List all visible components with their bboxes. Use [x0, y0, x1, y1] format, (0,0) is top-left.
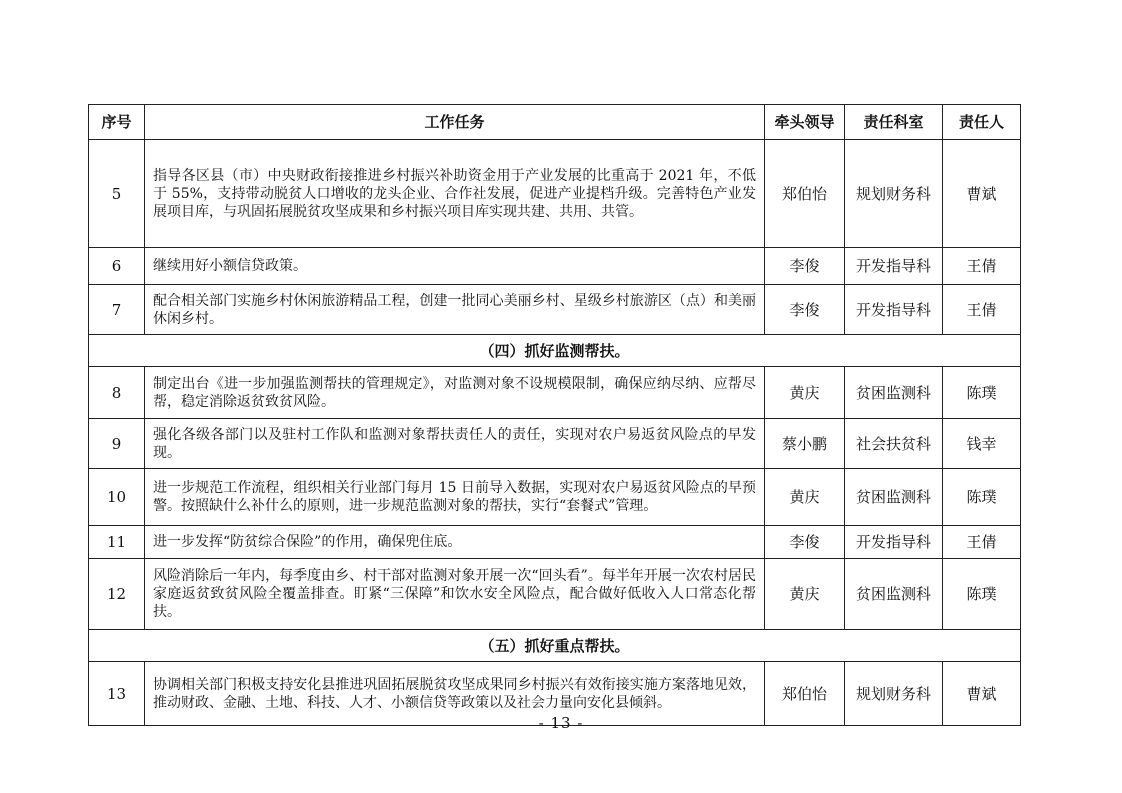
row-task: 进一步规范工作流程，组织相关行业部门每月 15 日前导入数据，实现对农户易返贫风险点的早预警。按照缺什么补什么的原则，进一步规范监测对象的帮扶，实行“套餐式”管理。: [145, 469, 765, 526]
table-row: [89, 419, 1021, 469]
row-number: 12: [89, 559, 145, 630]
row-leader: 李俊: [765, 248, 845, 285]
header-leader: 牵头领导: [765, 105, 845, 140]
row-dept: 社会扶贫科: [845, 419, 943, 469]
row-dept: 开发指导科: [845, 248, 943, 285]
task-table: [88, 104, 1021, 726]
row-dept: 贫困监测科: [845, 367, 943, 419]
row-person: 钱幸: [943, 419, 1021, 469]
row-number: 9: [89, 419, 145, 469]
row-task: 进一步发挥“防贫综合保险”的作用，确保兜住底。: [145, 526, 765, 559]
row-dept: 开发指导科: [845, 285, 943, 335]
row-person: 曹斌: [943, 140, 1021, 248]
row-person: 王倩: [943, 248, 1021, 285]
row-leader: 李俊: [765, 526, 845, 559]
section-row: [89, 335, 1021, 367]
row-task: 制定出台《进一步加强监测帮扶的管理规定》，对监测对象不设规模限制，确保应纳尽纳、应帮尽帮，稳定消除返贫致贫风险。: [145, 367, 765, 419]
table-header-row: [89, 105, 1021, 140]
row-task: 配合相关部门实施乡村休闲旅游精品工程，创建一批同心美丽乡村、星级乡村旅游区（点）和美丽休闲乡村。: [145, 285, 765, 335]
row-dept: 规划财务科: [845, 662, 943, 726]
row-number: 6: [89, 248, 145, 285]
header-no: 序号: [89, 105, 145, 140]
row-leader: 蔡小鹏: [765, 419, 845, 469]
table-row: [89, 248, 1021, 285]
row-number: 7: [89, 285, 145, 335]
section-heading-4: （四）抓好监测帮扶。: [89, 335, 1021, 367]
row-dept: 开发指导科: [845, 526, 943, 559]
row-leader: 黄庆: [765, 559, 845, 630]
row-leader: 郑伯怡: [765, 140, 845, 248]
row-number: 13: [89, 662, 145, 726]
row-person: 曹斌: [943, 662, 1021, 726]
table-row: [89, 526, 1021, 559]
table-row: [89, 559, 1021, 630]
row-task: 继续用好小额信贷政策。: [145, 248, 765, 285]
row-dept: 规划财务科: [845, 140, 943, 248]
row-number: 10: [89, 469, 145, 526]
header-task: 工作任务: [145, 105, 765, 140]
row-leader: 黄庆: [765, 367, 845, 419]
row-person: 陈璞: [943, 367, 1021, 419]
row-number: 5: [89, 140, 145, 248]
row-leader: 黄庆: [765, 469, 845, 526]
section-row: [89, 630, 1021, 662]
row-dept: 贫困监测科: [845, 469, 943, 526]
row-person: 陈璞: [943, 469, 1021, 526]
header-dept: 责任科室: [845, 105, 943, 140]
row-task: 协调相关部门积极支持安化县推进巩固拓展脱贫攻坚成果同乡村振兴有效衔接实施方案落地见效，推动财政、金融、土地、科技、人才、小额信贷等政策以及社会力量向安化县倾斜。: [145, 662, 765, 726]
row-leader: 郑伯怡: [765, 662, 845, 726]
row-dept: 贫困监测科: [845, 559, 943, 630]
row-leader: 李俊: [765, 285, 845, 335]
row-person: 王倩: [943, 285, 1021, 335]
page-number: - 13 -: [538, 714, 584, 732]
table-row: [89, 367, 1021, 419]
table-row: [89, 469, 1021, 526]
row-task: 指导各区县（市）中央财政衔接推进乡村振兴补助资金用于产业发展的比重高于 2021 年，不低于 55%，支持带动脱贫人口增收的龙头企业、合作社发展，促进产业提档升级。完善特色产业发展项目库，与巩固拓展脱贫攻坚成果和乡村振兴项目库实现共建、共用、共管。: [145, 140, 765, 248]
header-person: 责任人: [943, 105, 1021, 140]
row-task: 风险消除后一年内，每季度由乡、村干部对监测对象开展一次“回头看”。每半年开展一次农村居民家庭返贫致贫风险全覆盖排查。盯紧“三保障”和饮水安全风险点，配合做好低收入人口常态化帮扶。: [145, 559, 765, 630]
section-heading-5: （五）抓好重点帮扶。: [89, 630, 1021, 662]
row-number: 11: [89, 526, 145, 559]
row-number: 8: [89, 367, 145, 419]
row-task: 强化各级各部门以及驻村工作队和监测对象帮扶责任人的责任，实现对农户易返贫风险点的早发现。: [145, 419, 765, 469]
row-person: 王倩: [943, 526, 1021, 559]
row-person: 陈璞: [943, 559, 1021, 630]
table-row: [89, 285, 1021, 335]
table-row: [89, 140, 1021, 248]
